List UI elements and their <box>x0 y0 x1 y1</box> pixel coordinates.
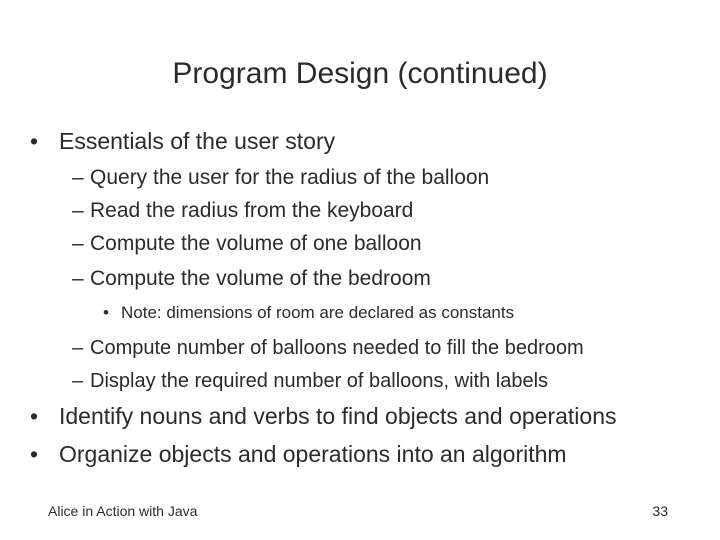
bullet-icon: • <box>103 303 109 322</box>
sub-item-text: Compute the volume of the bedroom <box>90 267 431 290</box>
dash-icon: – <box>72 337 84 359</box>
sub-item-text: Read the radius from the keyboard <box>90 199 414 222</box>
sub-item-text: Compute number of balloons needed to fill the bedroom <box>90 337 584 359</box>
bullet-text: Essentials of the user story <box>59 128 336 154</box>
dash-icon: – <box>72 166 84 189</box>
dash-icon: – <box>72 370 84 392</box>
footer-source: Alice in Action with Java <box>48 503 198 519</box>
bullet-text: Organize objects and operations into an algorithm <box>59 441 567 467</box>
note-text: Note: dimensions of room are declared as constants <box>121 303 515 322</box>
page-number: 33 <box>652 503 668 519</box>
dash-icon: – <box>72 267 84 290</box>
bullet-icon: • <box>30 128 39 154</box>
sub-item-text: Display the required number of balloons, with labels <box>90 370 549 392</box>
sub-item-text: Compute the volume of one balloon <box>90 232 422 255</box>
bullet-icon: • <box>30 441 39 467</box>
sub-item-text: Query the user for the radius of the balloon <box>90 166 490 189</box>
bullet-text: Identify nouns and verbs to find objects and operations <box>59 403 617 429</box>
dash-icon: – <box>72 232 84 255</box>
slide-title: Program Design (continued) <box>172 57 548 90</box>
dash-icon: – <box>72 199 84 222</box>
bullet-icon: • <box>30 403 39 429</box>
